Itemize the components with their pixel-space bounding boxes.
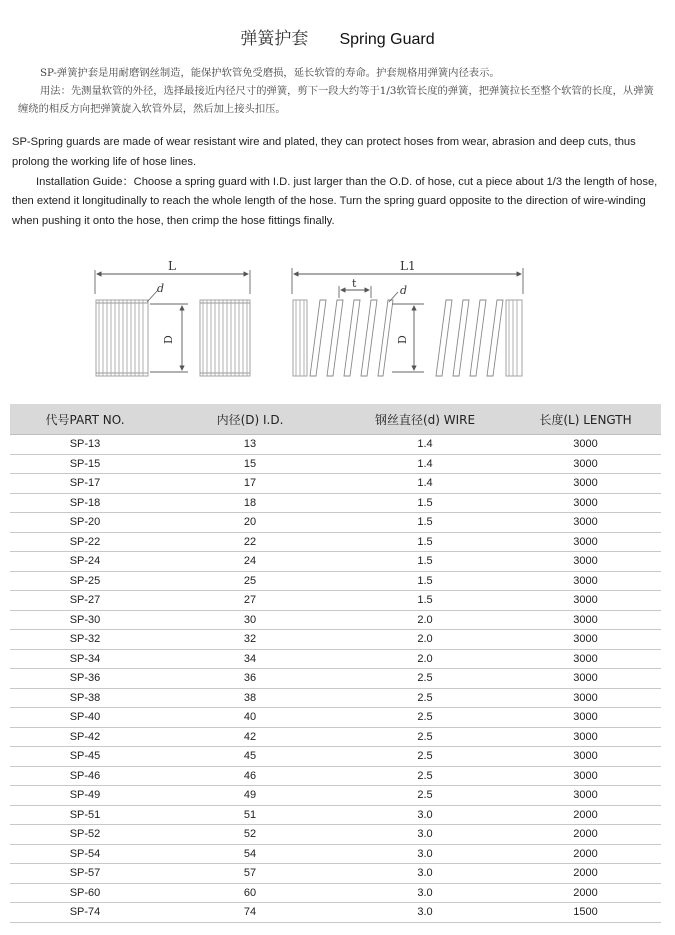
cell-length: 3000 [510,630,661,650]
cell-length: 3000 [510,454,661,474]
cell-part-no: SP-57 [10,864,160,884]
cell-id: 51 [160,805,340,825]
label-t: t [352,277,357,290]
cell-part-no: SP-20 [10,513,160,533]
table-body [10,435,661,923]
table-row [10,552,661,572]
cell-id: 42 [160,727,340,747]
label-d-right: d [400,284,408,297]
cell-id: 40 [160,708,340,728]
cell-length: 3000 [510,591,661,611]
compressed-spring-drawing [95,270,250,376]
cell-length: 3000 [510,727,661,747]
cell-part-no: SP-45 [10,747,160,767]
cell-id: 30 [160,610,340,630]
intro-english [12,133,664,232]
intro-english-para-1: SP-Spring guards are made of wear resistant wire and plated, they can protect hoses from wear, abrasion and deep cuts, thus prolong the working life of hose lines. [12,136,636,168]
table-row [10,844,661,864]
cell-wire: 2.5 [340,747,510,767]
cell-id: 32 [160,630,340,650]
table-row [10,883,661,903]
cell-wire: 1.5 [340,591,510,611]
cell-length: 3000 [510,435,661,455]
cell-wire: 2.0 [340,649,510,669]
table-row [10,591,661,611]
cell-length: 2000 [510,825,661,845]
table-row [10,669,661,689]
cell-length: 3000 [510,766,661,786]
spec-table [10,404,661,923]
table-row [10,493,661,513]
cell-wire: 2.5 [340,766,510,786]
cell-length: 2000 [510,844,661,864]
cell-wire: 1.5 [340,571,510,591]
cell-part-no: SP-36 [10,669,160,689]
cell-part-no: SP-52 [10,825,160,845]
cell-part-no: SP-25 [10,571,160,591]
cell-wire: 3.0 [340,805,510,825]
table-row [10,435,661,455]
cell-wire: 3.0 [340,864,510,884]
cell-id: 18 [160,493,340,513]
cell-length: 3000 [510,474,661,494]
table-row [10,805,661,825]
cell-id: 13 [160,435,340,455]
cell-length: 2000 [510,883,661,903]
cell-wire: 1.5 [340,513,510,533]
cell-id: 54 [160,844,340,864]
cell-part-no: SP-15 [10,454,160,474]
table-row [10,571,661,591]
label-L: L [168,259,176,273]
cell-length: 3000 [510,532,661,552]
cell-id: 49 [160,786,340,806]
cell-part-no: SP-60 [10,883,160,903]
cell-length: 3000 [510,688,661,708]
table-row [10,903,661,923]
label-D-right: D [396,335,409,344]
extended-spring-drawing [292,268,523,376]
cell-wire: 2.5 [340,786,510,806]
table-row [10,864,661,884]
page-title [0,24,675,49]
cell-part-no: SP-27 [10,591,160,611]
cell-length: 3000 [510,513,661,533]
cell-length: 2000 [510,864,661,884]
cell-part-no: SP-22 [10,532,160,552]
cell-wire: 1.4 [340,435,510,455]
cell-part-no: SP-34 [10,649,160,669]
cell-id: 25 [160,571,340,591]
cell-id: 38 [160,688,340,708]
cell-id: 52 [160,825,340,845]
cell-wire: 1.4 [340,474,510,494]
cell-length: 2000 [510,805,661,825]
cell-length: 3000 [510,669,661,689]
cell-id: 36 [160,669,340,689]
cell-part-no: SP-17 [10,474,160,494]
table-row [10,825,661,845]
cell-part-no: SP-24 [10,552,160,572]
cell-wire: 2.5 [340,669,510,689]
cell-wire: 2.0 [340,610,510,630]
table-row [10,766,661,786]
header-length: 长度(L) LENGTH [510,404,661,435]
cell-id: 24 [160,552,340,572]
cell-id: 27 [160,591,340,611]
cell-length: 3000 [510,708,661,728]
cell-wire: 2.0 [340,630,510,650]
table-row [10,610,661,630]
cell-part-no: SP-38 [10,688,160,708]
cell-wire: 1.5 [340,493,510,513]
cell-wire: 1.4 [340,454,510,474]
label-L1: L1 [400,259,416,273]
cell-part-no: SP-18 [10,493,160,513]
cell-part-no: SP-13 [10,435,160,455]
cell-id: 60 [160,883,340,903]
cell-wire: 2.5 [340,727,510,747]
cell-wire: 1.5 [340,532,510,552]
header-wire: 钢丝直径(d) WIRE [340,404,510,435]
cell-id: 20 [160,513,340,533]
table-header-row [10,404,661,435]
title-english: Spring Guard [339,31,435,48]
cell-wire: 3.0 [340,844,510,864]
cell-id: 74 [160,903,340,923]
cell-length: 1500 [510,903,661,923]
cell-wire: 2.5 [340,708,510,728]
table-row [10,513,661,533]
table-row [10,747,661,767]
cell-id: 17 [160,474,340,494]
title-chinese: 弹簧护套 [240,29,309,49]
cell-part-no: SP-46 [10,766,160,786]
cell-id: 46 [160,766,340,786]
cell-length: 3000 [510,493,661,513]
spec-table-container [10,404,661,923]
cell-part-no: SP-40 [10,708,160,728]
cell-part-no: SP-49 [10,786,160,806]
cell-id: 45 [160,747,340,767]
cell-length: 3000 [510,552,661,572]
cell-id: 57 [160,864,340,884]
cell-wire: 3.0 [340,903,510,923]
label-D-left: D [162,335,175,344]
cell-part-no: SP-42 [10,727,160,747]
cell-part-no: SP-51 [10,805,160,825]
label-d-left: d [157,282,165,295]
table-row [10,708,661,728]
cell-part-no: SP-54 [10,844,160,864]
spring-guard-diagram [0,252,675,392]
cell-wire: 1.5 [340,552,510,572]
header-id: 内径(D) I.D. [160,404,340,435]
table-row [10,649,661,669]
cell-part-no: SP-74 [10,903,160,923]
table-row [10,474,661,494]
cell-length: 3000 [510,786,661,806]
intro-chinese [18,64,658,118]
table-row [10,532,661,552]
cell-id: 34 [160,649,340,669]
cell-wire: 3.0 [340,825,510,845]
table-row [10,630,661,650]
table-row [10,454,661,474]
table-row [10,786,661,806]
table-row [10,688,661,708]
intro-chinese-line-2: 用法：先测量软管的外径，选择最接近内径尺寸的弹簧，剪下一段大约等于1/3软管长度的弹簧，把弹簧拉长至整个软管的长度，从弹簧缠绕的相反方向把弹簧旋入软管外层，然后加上接头扣压。 [18,85,654,115]
table-row [10,727,661,747]
cell-length: 3000 [510,571,661,591]
cell-length: 3000 [510,649,661,669]
header-part-no: 代号PART NO. [10,404,160,435]
cell-wire: 3.0 [340,883,510,903]
cell-part-no: SP-30 [10,610,160,630]
cell-wire: 2.5 [340,688,510,708]
cell-length: 3000 [510,610,661,630]
intro-english-para-2: Installation Guide：Choose a spring guard with I.D. just larger than the O.D. of hose, cut a piece about 1/3 the length of hose, then extend it longitudinally to reach the whole length of the hose. Turn the spring guard opposite to the direction of wire-winding when pushing it onto the hose, then crimp the hose fittings finally. [12,175,658,228]
cell-id: 22 [160,532,340,552]
cell-part-no: SP-32 [10,630,160,650]
intro-chinese-line-1: SP-弹簧护套是用耐磨钢丝制造，能保护软管免受磨损，延长软管的寿命。护套规格用弹簧内径表示。 [40,67,500,79]
cell-length: 3000 [510,747,661,767]
cell-id: 15 [160,454,340,474]
